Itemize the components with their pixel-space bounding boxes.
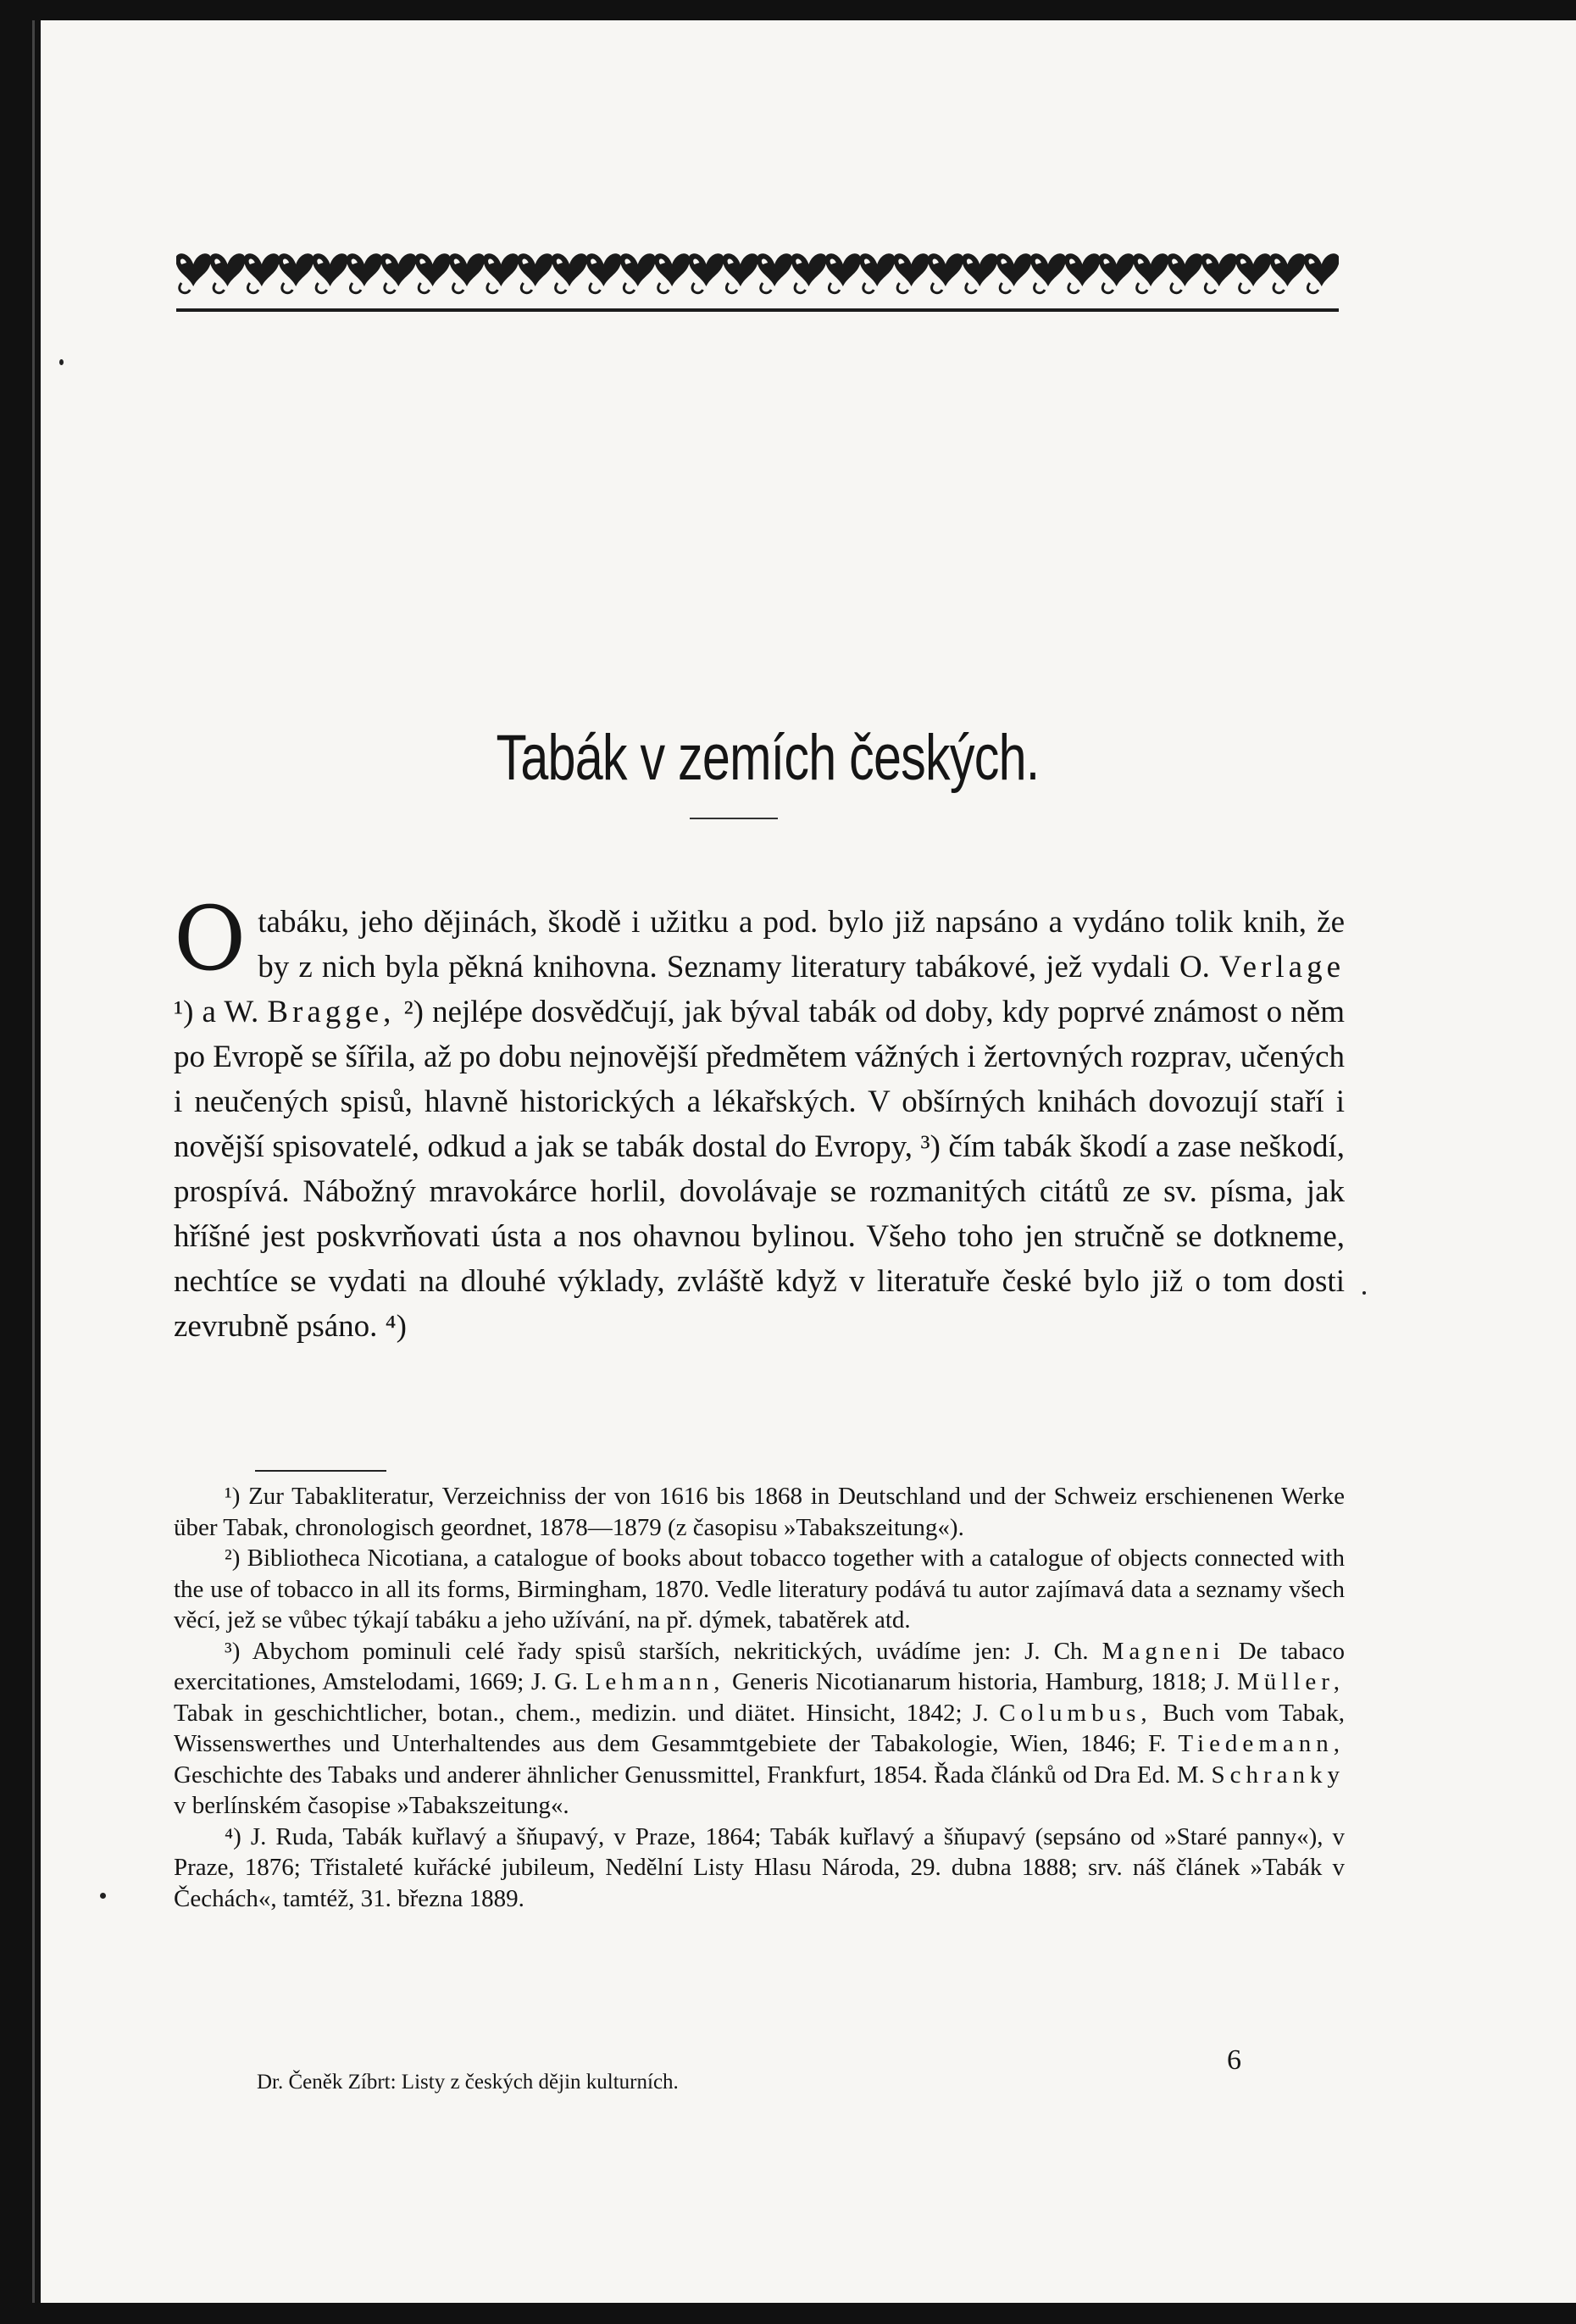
title-divider [690,818,778,819]
ornament-motif [449,253,485,292]
ornament-motif [825,253,861,292]
author-bragge: Bragge, [267,995,396,1029]
dust-speck [100,1893,106,1899]
author-lehmann: Lehmann, [585,1668,725,1695]
ornamental-header-band [176,236,1339,303]
ornament-motif [585,253,621,292]
footnote-2-text: Bibliotheca Nicotiana, a catalogue of books about tobacco together with a catalogue of objects connected with the use of tobacco in all its forms, Birmingham, 1870. Vedle literatury podává tu autor zajímavá data a seznamy všech věcí, jež se vůbec týkají tabáku a jeho užívání, na př. dýmek, tabatěrek atd. [174,1545,1345,1633]
ornament-motif [380,253,416,292]
ornament-motif [620,253,656,292]
ornament-motif [962,253,997,292]
ornament-motif [347,253,382,292]
ornament-motif [415,253,451,292]
footnote-2-number: ²) [225,1545,241,1572]
footnote-1-text: Zur Tabakliteratur, Verzeichniss der von 1616 bis 1868 in Deutschland und der Schweiz erschienenen Werke über Tabak, chronologisch geordnet, 1878—1879 (z časopisu »Tabakszeitung«). [174,1483,1345,1541]
ornament-motif [312,253,347,292]
ornament-motif [1201,253,1237,292]
footnote-1 [174,1481,1345,1543]
ornament-motif [859,253,895,292]
ornament-motif [688,253,724,292]
signature-line: Dr. Čeněk Zíbrt: Listy z českých dějin kulturních. [257,2071,679,2094]
author-verlage: Verlage [1219,950,1346,985]
ornament-motif [483,253,519,292]
ornament-motif [176,253,211,292]
ornament-motif [996,253,1032,292]
ornament-motif [1235,253,1271,292]
footnote-ref-2[interactable]: ²) [403,995,424,1029]
ornament-motif [893,253,929,292]
ornament-motif [1099,253,1135,292]
author-tiedemann: Tiedemann, [1178,1730,1345,1757]
ornament-motif [552,253,587,292]
author-columbus: Columbus, [999,1699,1152,1727]
paragraph-text-1: tabáku, jeho dějinách, škodě i užitku a pod. bylo již napsáno a vydáno tolik knih, že by z nich byla pěkná knihovna. Seznamy literatury tabákové, jež vydali O. [258,905,1345,985]
ornament-motif [928,253,963,292]
paragraph-text-3: čím tabák škodí a zase neškodí, prospívá. Nábožný mravokárce horlil, dovolávaje se rozmanitých citátů ze sv. písma, jak hříšné jest poskvrňovati ústa a nos ohavnou bylinou. Všeho toho jen stručně se dotkneme, nechtíce se vydati na dlouhé výklady, zvláště když v literatuře české bylo již o tom dosti zevrubně psáno. [174,1129,1346,1344]
footnote-ref-4[interactable]: ⁴) [385,1309,407,1344]
scan-border-top [0,0,1576,20]
ornament-motif [757,253,792,292]
footnote-1-number: ¹) [225,1483,241,1510]
paragraph-text-2: nejlépe dosvědčují, jak býval tabák od doby, kdy poprvé známost o něm po Evropě se šířila, až po dobu nejnovější předmětem vážných i žertovných rozprav, učených i neučených spisů, hlavně historických a lékařských. V obšírných knihách dovozují staří i novější spisovatelé, odkud a jak se tabák dostal do Evropy, [174,995,1345,1164]
footnote-3-text: Buch vom Tabak, Wissenswerthes und Unterhaltendes aus dem Gesammtgebiete der Tabakologie, Wien, 1846; F. [174,1699,1345,1757]
ornament-motif [1304,253,1339,292]
ornament-motif [1030,253,1066,292]
footnote-3-text: De tabaco exercitationes, Amstelodami, 1669; J. G. [174,1637,1346,1695]
ornament-motif [654,253,690,292]
dust-speck [1362,1291,1366,1295]
ornament-motif [1167,253,1202,292]
ornament-motif [1133,253,1168,292]
page-number: 6 [1227,2044,1241,2076]
author-muller: Müller, [1236,1668,1345,1695]
ornament-motif [209,253,245,292]
footnote-3-text: Generis Nicotianarum historia, Hamburg, 1818; J. [732,1668,1230,1695]
footnote-3-number: ³) [225,1637,241,1665]
footnote-3-text: Abychom pominuli celé řady spisů starších, nekritických, uvádíme jen: J. Ch. [252,1637,1089,1665]
ornament-motif [791,253,826,292]
footnote-3 [174,1636,1345,1822]
ornament-motif [1064,253,1100,292]
paragraph-conjunction: a W. [202,995,259,1029]
author-schranky: Schranky [1211,1761,1345,1789]
ornament-svg [176,236,1339,303]
footnote-4-text: J. Ruda, Tabák kuřlavý a šňupavý, v Praze, 1864; Tabák kuřlavý a šňupavý (sepsáno od »Staré panny«), v Praze, 1876; Třistaleté kuřácké jubileum, Nedělní Listy Hlasu Národa, 29. dubna 1888; srv. náš článek »Tabák v Čechách«, tamtéž, 31. března 1889. [174,1822,1346,1912]
footnote-4 [174,1822,1345,1915]
scan-border-bottom [0,2303,1576,2324]
ornament-motif [1269,253,1305,292]
footnote-4-number: ⁴) [225,1822,241,1850]
dust-speck [59,359,64,365]
footnote-ref-3[interactable]: ³) [920,1129,941,1164]
page-title: Tabák v zemích českých. [496,721,1040,794]
ornament-motif [723,253,758,292]
footnote-separator [255,1470,386,1472]
drop-cap: O [174,887,247,990]
ornament-rule [176,308,1339,312]
footnote-ref-1[interactable]: ¹) [174,995,194,1029]
footnote-3-text: v berlínském časopise »Tabakszeitung«. [174,1792,569,1819]
page-spine-shadow [32,20,35,2303]
ornament-motif [244,253,280,292]
footnote-3-text: Tabak in geschichtlicher, botan., chem., medizin. und diätet. Hinsicht, 1842; J. [174,1699,989,1727]
footnote-3-text: Geschichte des Tabaks und anderer ähnlicher Genussmittel, Frankfurt, 1854. Řada článků od Dra Ed. M. [174,1761,1205,1789]
ornament-motif [278,253,314,292]
main-paragraph [174,887,1346,1349]
footnotes [174,1481,1345,1914]
footnote-2 [174,1543,1345,1636]
author-magneni: Magneni [1102,1637,1225,1665]
ornament-motif [518,253,553,292]
